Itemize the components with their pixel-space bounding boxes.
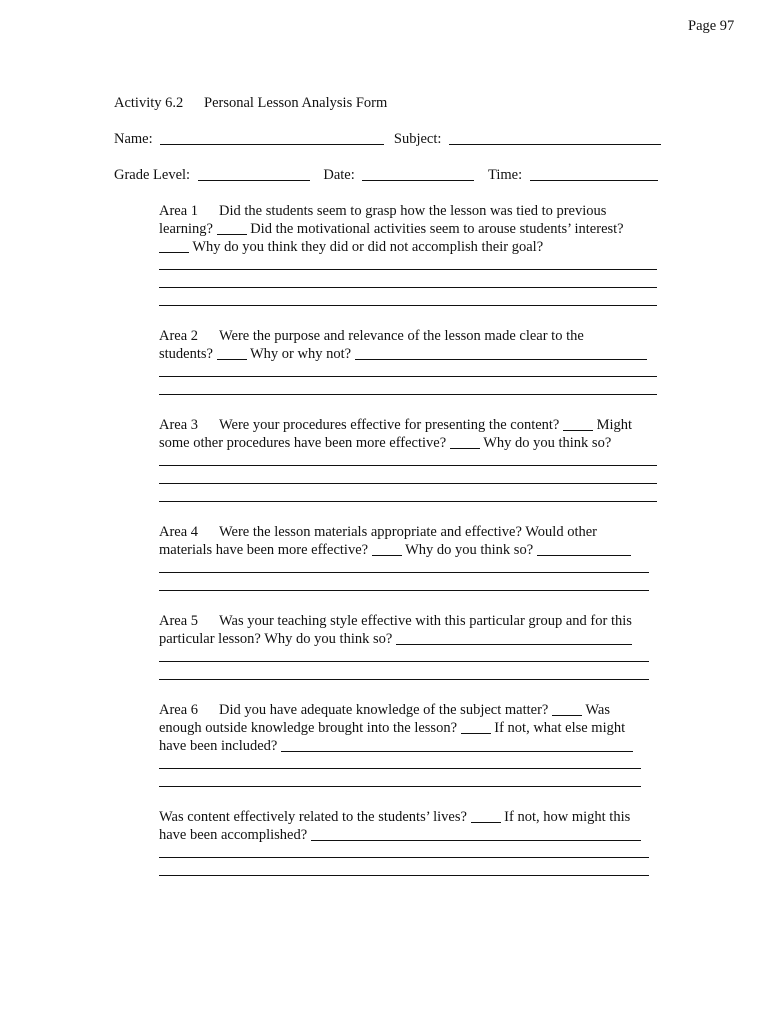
area-5-label: Area 5: [159, 613, 199, 629]
area-2-question-text: Why or why not?: [249, 346, 352, 362]
name-label: Name:: [114, 131, 153, 147]
area-6-line-3: [159, 737, 633, 755]
area-2-question-text: students?: [159, 346, 213, 362]
area-1-answer-blank[interactable]: [217, 220, 247, 235]
area-4-label: Area 4: [159, 524, 199, 540]
subject-field[interactable]: [449, 130, 661, 145]
area-2-line-2: [159, 345, 647, 363]
area-3-answer-line[interactable]: [159, 465, 657, 466]
area-5-answer-line[interactable]: [159, 661, 649, 662]
area-5-answer-blank[interactable]: [396, 630, 632, 645]
area-1-question-text: Did the motivational activities seem to arouse students’ interest?: [250, 221, 624, 237]
area-4-answer-line[interactable]: [159, 572, 649, 573]
final-answer-line[interactable]: [159, 857, 649, 858]
area-3-line-1: [159, 416, 632, 434]
name-row: [114, 130, 661, 148]
area-6-question-text: have been included?: [159, 738, 278, 754]
area-1-answer-blank[interactable]: [159, 238, 189, 253]
area-5-answer-line[interactable]: [159, 679, 649, 680]
area-5-question-text: particular lesson? Why do you think so?: [159, 631, 393, 647]
area-1-answer-line[interactable]: [159, 305, 657, 306]
area-3-question-text: Why do you think so?: [483, 435, 612, 451]
date-label: Date:: [323, 167, 355, 183]
form-title-text: Personal Lesson Analysis Form: [204, 95, 388, 111]
area-4-answer-line[interactable]: [159, 590, 649, 591]
final-question-text: Was content effectively related to the students’ lives?: [159, 809, 467, 825]
grade-level-field[interactable]: [198, 166, 310, 181]
area-6-answer-blank[interactable]: [461, 719, 491, 734]
time-label: Time:: [488, 167, 523, 183]
area-3-question-text: some other procedures have been more effective?: [159, 435, 447, 451]
area-6-answer-blank[interactable]: [552, 701, 582, 716]
area-2-answer-blank[interactable]: [355, 345, 647, 360]
page-number: Page 97: [688, 18, 735, 34]
time-field[interactable]: [530, 166, 658, 181]
area-6-answer-blank[interactable]: [281, 737, 633, 752]
area-6-question-text: enough outside knowledge brought into the lesson?: [159, 720, 458, 736]
area-4-line-2: [159, 541, 631, 559]
area-6-answer-line[interactable]: [159, 786, 641, 787]
area-6-label: Area 6: [159, 702, 199, 718]
area-2-line-1: [159, 327, 584, 345]
area-1-line-2: [159, 220, 624, 238]
final-answer-line[interactable]: [159, 875, 649, 876]
final-question-line-1: [159, 808, 630, 826]
area-4-answer-blank[interactable]: [372, 541, 402, 556]
area-4-question-text: materials have been more effective?: [159, 542, 369, 558]
area-1-line-1: [159, 202, 606, 220]
area-1-answer-line[interactable]: [159, 287, 657, 288]
area-2-answer-line[interactable]: [159, 394, 657, 395]
grade-date-time-row: [114, 166, 658, 184]
area-1-line-3: [159, 238, 543, 256]
area-1-question-text: learning?: [159, 221, 213, 237]
area-5-line-1: [159, 612, 632, 630]
area-2-question-text: Were the purpose and relevance of the lesson made clear to the: [219, 328, 584, 344]
area-2-answer-line[interactable]: [159, 376, 657, 377]
area-6-line-2: [159, 719, 625, 737]
area-4-answer-blank[interactable]: [537, 541, 631, 556]
area-4-question-text: Why do you think so?: [405, 542, 534, 558]
area-4-line-1: [159, 523, 597, 541]
activity-number: Activity 6.2: [114, 95, 184, 111]
area-3-answer-blank[interactable]: [563, 416, 593, 431]
area-6-answer-line[interactable]: [159, 768, 641, 769]
area-6-question-text: Did you have adequate knowledge of the subject matter?: [219, 702, 549, 718]
area-5-question-text: Was your teaching style effective with this particular group and for this: [219, 613, 632, 629]
area-1-question-text: Why do you think they did or did not accomplish their goal?: [192, 239, 544, 255]
final-answer-blank[interactable]: [471, 808, 501, 823]
area-6-line-1: [159, 701, 610, 719]
area-3-question-text: Were your procedures effective for presenting the content?: [219, 417, 560, 433]
area-3-answer-blank[interactable]: [450, 434, 480, 449]
area-4-question-text: Were the lesson materials appropriate and effective? Would other: [219, 524, 598, 540]
date-field[interactable]: [362, 166, 474, 181]
area-3-line-2: [159, 434, 611, 452]
final-question-text: If not, how might this: [504, 809, 631, 825]
area-3-answer-line[interactable]: [159, 501, 657, 502]
final-answer-blank[interactable]: [311, 826, 641, 841]
area-3-label: Area 3: [159, 417, 199, 433]
final-question-text: have been accomplished?: [159, 827, 308, 843]
area-6-question-text: If not, what else might: [494, 720, 626, 736]
area-1-answer-line[interactable]: [159, 269, 657, 270]
final-question-line-2: [159, 826, 641, 844]
subject-label: Subject:: [393, 131, 442, 147]
area-2-label: Area 2: [159, 328, 199, 344]
area-3-question-text: Might: [596, 417, 633, 433]
area-1-question-text: Did the students seem to grasp how the lesson was tied to previous: [219, 203, 607, 219]
area-2-answer-blank[interactable]: [217, 345, 247, 360]
grade-level-label: Grade Level:: [114, 167, 191, 183]
form-title: [114, 94, 387, 112]
area-6-question-text: Was: [585, 702, 610, 718]
area-3-answer-line[interactable]: [159, 483, 657, 484]
area-5-line-2: [159, 630, 632, 648]
area-1-label: Area 1: [159, 203, 199, 219]
name-field[interactable]: [160, 130, 384, 145]
